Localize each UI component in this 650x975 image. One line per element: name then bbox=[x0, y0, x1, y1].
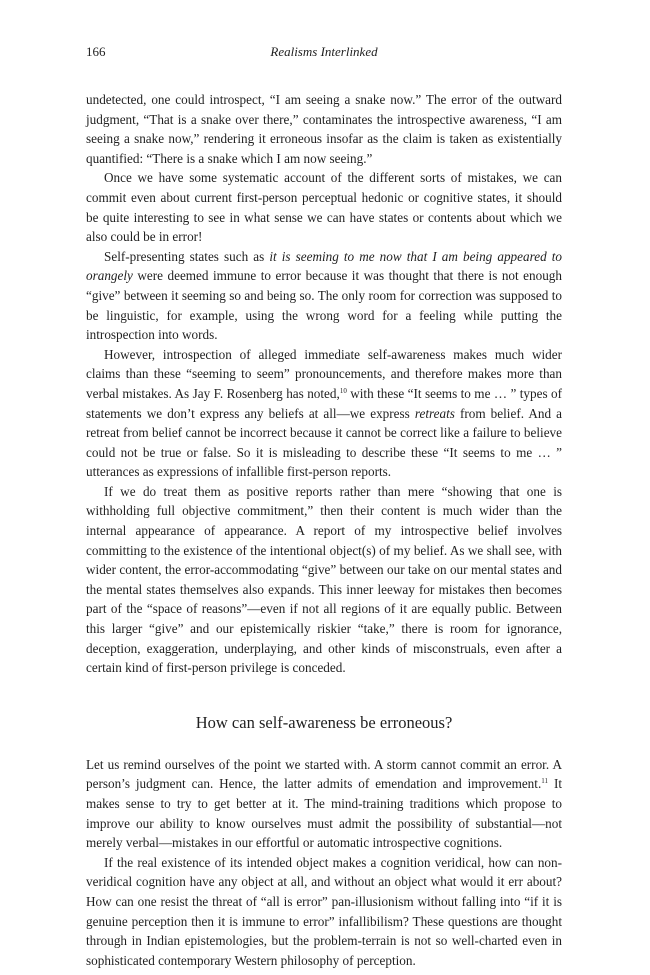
book-page bbox=[86, 44, 562, 970]
page-number: 166 bbox=[86, 44, 106, 59]
paragraph-3-part-a: Self-presenting states such as bbox=[104, 248, 270, 264]
paragraph-4 bbox=[86, 345, 562, 482]
paragraph-6-part-b: It makes sense to try to get better at it. The mind-training traditions which propose to improve our ability to know ourselves must admit the possibility of substantial—not merely verbal—mistakes in our effortful or automatic introspective cognitions. bbox=[86, 776, 562, 851]
section-heading: How can self-awareness be erroneous? bbox=[195, 712, 453, 732]
paragraph-1: undetected, one could introspect, “I am seeing a snake now.” The error of the outward judgment, “That is a snake over there,” contaminates the introspective awareness, “I am seeing a snake now,” rendering it erroneous insofar as the claim is taken as existentially quantified: “There is a snake which I am now seeing.” bbox=[86, 92, 562, 166]
paragraph-3-emphasis: it is seeming to me now that I am being appeared to orangely bbox=[86, 248, 562, 284]
paragraph-3-part-b: were deemed immune to error because it was thought that there is not enough “give” between it seeming so and being so. The only room for correction was supposed to be linguistic, for example, using the wrong word for a feeling while putting the introspection into words. bbox=[86, 268, 562, 343]
paragraph-2: Once we have some systematic account of the different sorts of mistakes, we can commit even about current first-person perceptual hedonic or cognitive states, it should be quite interesting to see in what sense we can have states or contents about which we also could be in error! bbox=[86, 170, 562, 245]
footnote-ref-11[interactable]: 11 bbox=[541, 777, 548, 786]
paragraph-4-emphasis: retreats bbox=[414, 405, 455, 421]
paragraph-5: If we do treat them as positive reports rather than mere “showing that one is withholding full objective commitment,” then their content is much wider than the internal appearance of appearance. A report of my introspective belief involves committing to the existence of the intentional object(s) of my belief. As we shall see, with wider content, the error-accommodating “give” between our take on our mental states and the mental states themselves also expands. This inner leeway for mistakes then becomes part of the “space of reasons”—even if not all regions of it are equally public. Between this larger “give” and our epistemically riskier “take,” there is room for ignorance, deception, exaggeration, underplaying, and other kinds of misconstruals, even after a certain kind of first-person privilege is conceded. bbox=[86, 483, 562, 676]
main-text bbox=[86, 90, 562, 970]
paragraph-3 bbox=[86, 247, 562, 345]
paragraph-4-part-c: from belief. And a retreat from belief cannot be incorrect because it cannot be correct like a failure to believe could not be true or false. So it is misleading to describe these “It seems to me … ” utterances as expressions of infallible first-person reports. bbox=[86, 405, 562, 480]
paragraph-6-part-a: Let us remind ourselves of the point we started with. A storm cannot commit an error. A person’s judgment can. Hence, the latter admits of emendation and improvement. bbox=[86, 756, 562, 792]
running-title: Realisms Interlinked bbox=[270, 44, 378, 59]
paragraph-6 bbox=[86, 755, 562, 853]
running-header bbox=[86, 44, 562, 64]
paragraph-7: If the real existence of its intended object makes a cognition veridical, how can non-veridical cognition have any object at all, and without an object what would it err about? How can one resist the threat of “all is error” pan-illusionism without falling into “if it is genuine perception then it is immune to error” infallibilism? These questions are thought through in Indian epistemologies, but the problem-terrain is not so well-charted even in sophisticated contemporary Western philosophy of perception. bbox=[86, 854, 562, 968]
footnote-ref-10[interactable]: 10 bbox=[339, 386, 347, 395]
paragraph-4-part-b: with these “It seems to me … ” types of statements we don’t express any beliefs at all—we express bbox=[86, 385, 562, 421]
paragraph-4-part-a: However, introspection of alleged immediate self-awareness makes much wider claims than these “seeming to seem” pronouncements, and therefore makes more than verbal mistakes. As Jay F. Rosenberg has noted, bbox=[86, 346, 562, 401]
